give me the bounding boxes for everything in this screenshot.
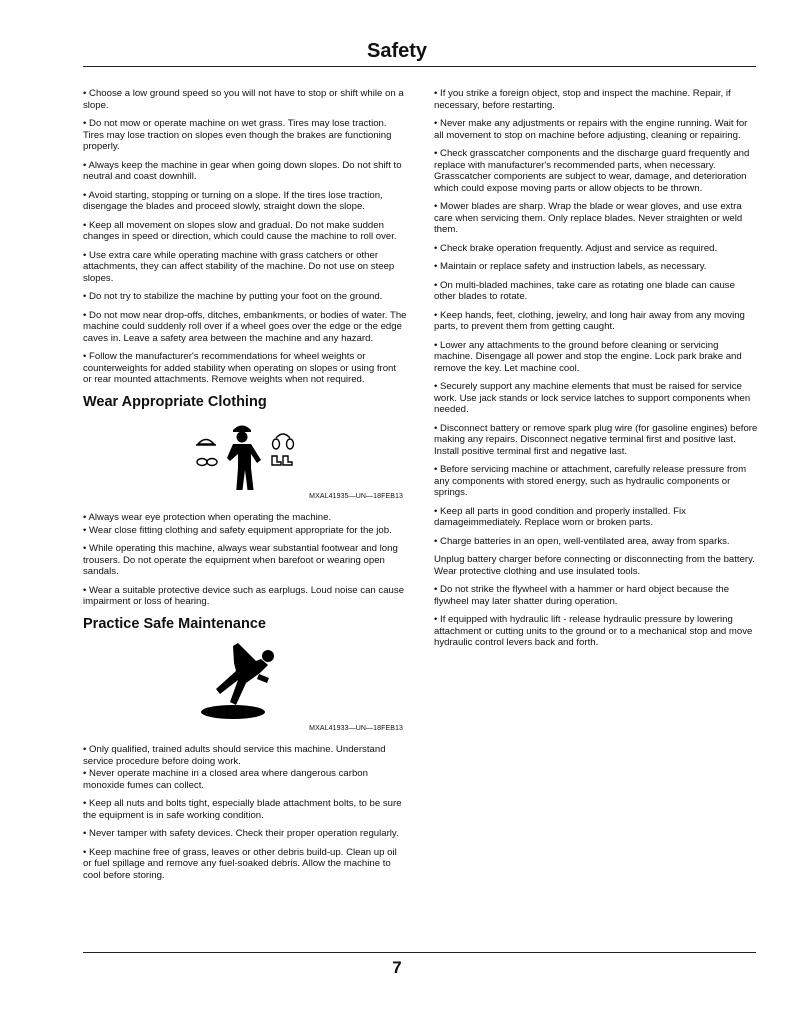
list-item: • Avoid starting, stopping or turning on a slope. If the tires lose traction, disengage the blades and proceed slowly, straight down the slope.	[83, 189, 383, 212]
right-column	[434, 88, 758, 656]
list-item: • Securely support any machine elements that must be raised for service work. Use jack stands or lock service latches to support components when needed.	[434, 381, 751, 415]
list-item: • Keep all parts in good condition and properly installed. Fix damageimmediately. Replace worn or broken parts.	[434, 505, 686, 528]
protective-gear-illustration	[83, 418, 407, 490]
list-item: • Maintain or replace safety and instruction labels, as necessary.	[434, 261, 707, 272]
list-item: • Use extra care while operating machine with grass catchers or other attachments, they can affect stability of the machine. Do not use on steep slopes.	[83, 249, 395, 284]
list-item: • Disconnect battery or remove spark plug wire (for gasoline engines) before making any repairs. Disconnect negative terminal first and positive last. Install positive terminal first and negative last.	[434, 422, 758, 457]
list-item: • Always keep the machine in gear when going down slopes. Do not shift to neutral and coast downhill.	[83, 159, 402, 182]
list-item: • Only qualified, trained adults should service this machine. Understand service procedure before doing work.	[83, 744, 386, 767]
list-item: • Do not mow or operate machine on wet grass. Tires may lose traction. Tires may lose traction on slopes even though the brakes are functioning properly.	[83, 118, 392, 152]
list-item: • Follow the manufacturer's recommendations for wheel weights or counterweights for added stability when operating on slopes or using front or rear mounted attachments. Remove weights when not required.	[83, 351, 397, 385]
list-item: • Choose a low ground speed so you will not have to stop or shift while on a slope.	[83, 88, 404, 111]
list-item: • Check brake operation frequently. Adjust and service as required.	[434, 242, 718, 254]
list-item: • Check grasscatcher components and the discharge guard frequently and replace with manufacturer's recommended parts, when necessary. Grasscatcher components are subject to wear, damage, and deterioration which could expose moving parts or allow objects to be thrown.	[434, 148, 750, 194]
figure-caption: MXAL41933—UN—18FEB13	[309, 724, 403, 732]
list-item: • Lower any attachments to the ground before cleaning or servicing machine. Disengage all power and stop the engine. Lock park brake and remove the key. Let machine cool.	[434, 339, 742, 374]
list-item: • Keep all nuts and bolts tight, especially blade attachment bolts, to be sure the equipment is in safe working condition.	[83, 798, 402, 821]
footer-rule	[83, 952, 756, 953]
section-heading-maintenance: Practice Safe Maintenance	[83, 615, 266, 632]
left-column	[83, 88, 407, 888]
list-item: • Do not strike the flywheel with a hammer or hard object because the flywheel may later shatter during operation.	[434, 584, 730, 607]
clothing-list	[83, 512, 407, 608]
list-item: • Keep all movement on slopes slow and gradual. Do not make sudden changes in speed or direction, which could cause the machine to roll over.	[83, 219, 397, 242]
list-item: • Do not try to stabilize the machine by putting your foot on the ground.	[83, 291, 383, 302]
protective-clothing-figure	[83, 418, 407, 502]
list-item: • If you strike a foreign object, stop and inspect the machine. Repair, if necessary, before restarting.	[434, 88, 731, 111]
slip-hazard-illustration	[83, 640, 407, 724]
list-item: • Never tamper with safety devices. Check their proper operation regularly.	[83, 828, 399, 839]
list-item: • Keep hands, feet, clothing, jewelry, and long hair away from any moving parts, to prevent them from getting caught.	[434, 309, 745, 332]
list-item: • Keep machine free of grass, leaves or other debris build-up. Clean up oil or fuel spillage and remove any fuel-soaked debris. Allow the machine to cool before storing.	[83, 846, 397, 881]
header-rule	[83, 66, 756, 67]
list-item: • Do not mow near drop-offs, ditches, embankments, or bodies of water. The machine could suddenly roll over if a wheel goes over the edge or the edge caves in. Leave a safety area between the machine and any hazard.	[83, 309, 407, 344]
list-item: • While operating this machine, always wear substantial footwear and long trousers. Do not operate the equipment when barefoot or wearing open sandals.	[83, 543, 398, 577]
list-item: • If equipped with hydraulic lift - release hydraulic pressure by lowering attachment or cutting units to the ground or to a mechanical stop and move hydraulic control levers back and forth.	[434, 614, 753, 648]
list-item: • Wear a suitable protective device such as earplugs. Loud noise can cause impairment or loss of hearing.	[83, 584, 405, 607]
page-number: 7	[392, 958, 402, 977]
list-item: • On multi-bladed machines, take care as rotating one blade can cause other blades to rotate.	[434, 279, 735, 302]
list-item: • Wear close fitting clothing and safety equipment appropriate for the job.	[83, 524, 392, 536]
list-item: • Mower blades are sharp. Wrap the blade or wear gloves, and use extra care when servicing them. Only replace blades. Never straighten or weld them.	[434, 201, 743, 235]
slope-safety-list	[83, 88, 407, 386]
list-item: Unplug battery charger before connecting or disconnecting from the battery. Wear protective clothing and use insulated tools.	[434, 554, 755, 577]
slip-hazard-figure	[83, 640, 407, 734]
list-item: • Never operate machine in a closed area where dangerous carbon monoxide fumes can collect.	[83, 768, 368, 791]
figure-caption: MXAL41935—UN—18FEB13	[309, 492, 403, 500]
list-item: • Never make any adjustments or repairs with the engine running. Wait for all movement to stop on machine before adjusting, cleaning or repairing.	[434, 118, 748, 141]
list-item: • Charge batteries in an open, well-ventilated area, away from sparks.	[434, 535, 730, 547]
page-title: Safety	[366, 40, 428, 62]
list-item: • Always wear eye protection when operating the machine.	[83, 512, 332, 523]
list-item: • Before servicing machine or attachment, carefully release pressure from any components with stored energy, such as hydraulic components or springs.	[434, 464, 747, 498]
maintenance-list	[83, 744, 407, 881]
section-heading-clothing: Wear Appropriate Clothing	[83, 393, 267, 410]
